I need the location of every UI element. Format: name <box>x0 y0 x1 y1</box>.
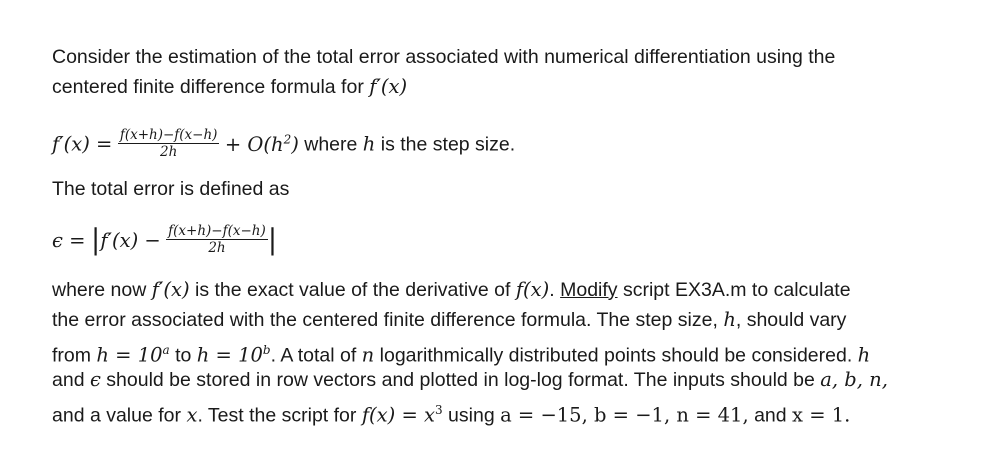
formula2-numerator: f(x+h)−f(x−h) <box>168 223 266 240</box>
formula1-order-term: + $O(h^2)$ <box>224 132 299 156</box>
paragraph-total-error: The total error is defined as <box>52 178 290 200</box>
paragraph-task-line-2: the error associated with the centered finite difference formula. The step size, h, should vary <box>52 308 847 331</box>
formula1-numerator: f(x+h)−f(x−h) <box>119 126 218 143</box>
paragraph-intro-line-2 <box>52 73 407 101</box>
math-function: f(x) <box>515 278 550 301</box>
formula2-term: f′(x) − <box>100 229 161 252</box>
formula-total-error <box>52 220 277 263</box>
formula1-lhs: f′(x) = <box>52 132 113 156</box>
formula1-denominator: 2h <box>159 143 178 160</box>
paragraph-task-line-3: from $h = 10^a$ to $h = 10^b$. A total of n logarithmically distributed points should be considered. h <box>52 343 871 367</box>
formula1-fraction <box>118 127 220 160</box>
modify-link[interactable]: Modify <box>560 279 618 301</box>
formula2-denominator: 2h <box>208 240 226 257</box>
formula1-tail-var: h <box>362 132 376 156</box>
formula2-bar-close: | <box>267 222 278 256</box>
math-exact-derivative: f′(x) <box>151 278 190 301</box>
paragraph-task-line-4: and ϵ should be stored in row vectors and plotted in log-log format. The inputs should be a, b, n, <box>52 368 888 391</box>
paragraph-task-line-1: where now f′(x) is the exact value of the derivative of f(x). Modify script EX3A.m to calculate <box>52 278 851 301</box>
formula2-lhs: ϵ = <box>52 229 86 252</box>
formula2-fraction <box>166 223 268 256</box>
intro-text: centered finite difference formula for <box>52 76 370 98</box>
formula-centered-difference <box>52 120 515 164</box>
paragraph-intro-line-1: Consider the estimation of the total error associated with numerical differentiation using the <box>52 46 836 68</box>
formula2-bar-open: | <box>90 222 101 256</box>
formula1-tail-2: is the step size. <box>375 133 516 156</box>
formula1-tail-1: where <box>298 133 363 156</box>
intro-derivative-math: f′(x) <box>369 75 408 98</box>
paragraph-task-line-5: and a value for x. Test the script for $f(x) = x^3$ using a = −15, b = −1, n = 41, and x = 1. <box>52 403 851 427</box>
